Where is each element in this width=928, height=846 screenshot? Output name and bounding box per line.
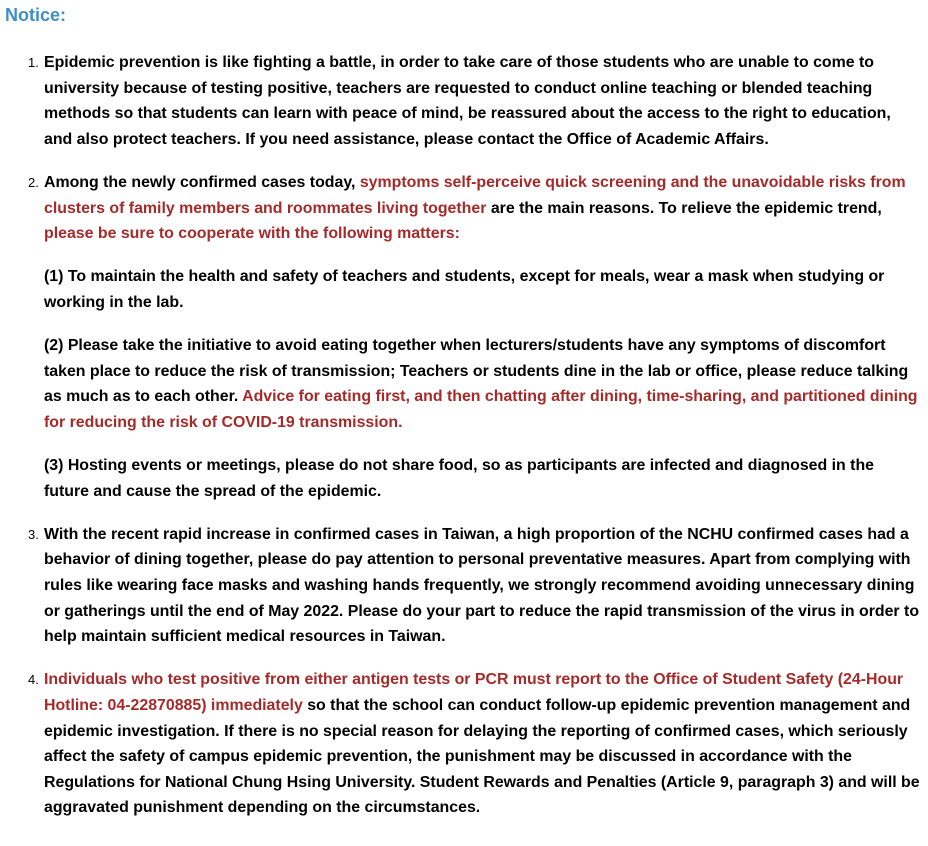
subitem-text: (3) Hosting events or meetings, please do not share food, so as participants are infected and diagnosed in the future and cause the spread of the epidemic. — [44, 457, 875, 500]
notice-item-1 — [0, 50, 928, 152]
notice-subitem-1 — [0, 264, 928, 315]
subitem-text: (2) Please take the initiative to avoid eating together when lecturers/students have any symptoms of discomfort taken place to reduce the risk of transmission; Teachers or students dine in the lab or office, please reduce talking as much as to each other. — [44, 337, 909, 406]
item-text: With the recent rapid increase in confirmed cases in Taiwan, a high proportion of the NCHU confirmed cases had a behavior of dining together, please do pay attention to personal preventative measures. Apart from complying with rules like wearing face masks and washing hands frequently, we strongly recommend avoiding unnecessary dining or gatherings until the end of May 2022. Please do your part to reduce the rapid transmission of the virus in order to help maintain sufficient medical resources in Taiwan. — [44, 525, 920, 646]
item-text: so that the school can conduct follow-up epidemic prevention management and epidemic investigation. If there is no special reason for delaying the reporting of confirmed cases, which seriously affect the safety of campus epidemic prevention, the punishment may be discussed in accordance with the Regulations for National Chung Hsing University. Student Rewards and Penalties (Article 9, paragraph 3) and will be aggravated punishment depending on the circumstances. — [44, 697, 920, 817]
notice-subitem-3 — [0, 453, 928, 504]
item-text: are the main reasons. To relieve the epidemic trend, — [486, 199, 882, 217]
item-number: 3. — [28, 526, 39, 542]
item-highlight: symptoms self-perceive quick screening and the unavoidable risks from clusters of family members and roommates living together — [44, 173, 906, 217]
subitem-text: (1) To maintain the health and safety of teachers and students, except for meals, wear a mask when studying or working in the lab. — [44, 268, 885, 311]
notice-item-3 — [0, 522, 928, 650]
item-number: 2. — [28, 174, 39, 190]
notice-item-2 — [0, 170, 928, 247]
item-number: 4. — [28, 672, 39, 688]
notice-title: Notice: — [5, 5, 67, 25]
item-number: 1. — [28, 55, 39, 70]
item-text: Among the newly confirmed cases today, — [44, 173, 360, 191]
notice-list — [0, 50, 928, 821]
item-highlight: Individuals who test positive from either antigen tests or PCR must report to the Office of Student Safety (24-Hour Hotline: 04-22870885) immediately — [44, 671, 904, 715]
subitem-highlight: Advice for eating first, and then chatting after dining, time-sharing, and partitioned dining for reducing the risk of COVID-19 transmission. — [44, 388, 918, 431]
notice-subitem-2 — [0, 333, 928, 435]
item-text: Epidemic prevention is like fighting a battle, in order to take care of those students who are unable to come to university because of testing positive, teachers are requested to conduct online teaching or blended teaching methods so that students can learn with peace of mind, be reassured about the access to the right to education, and also protect teachers. If you need assistance, please contact the Office of Academic Affairs. — [44, 54, 891, 148]
notice-item-4 — [0, 667, 928, 821]
item-highlight: please be sure to cooperate with the following matters: — [44, 225, 460, 243]
